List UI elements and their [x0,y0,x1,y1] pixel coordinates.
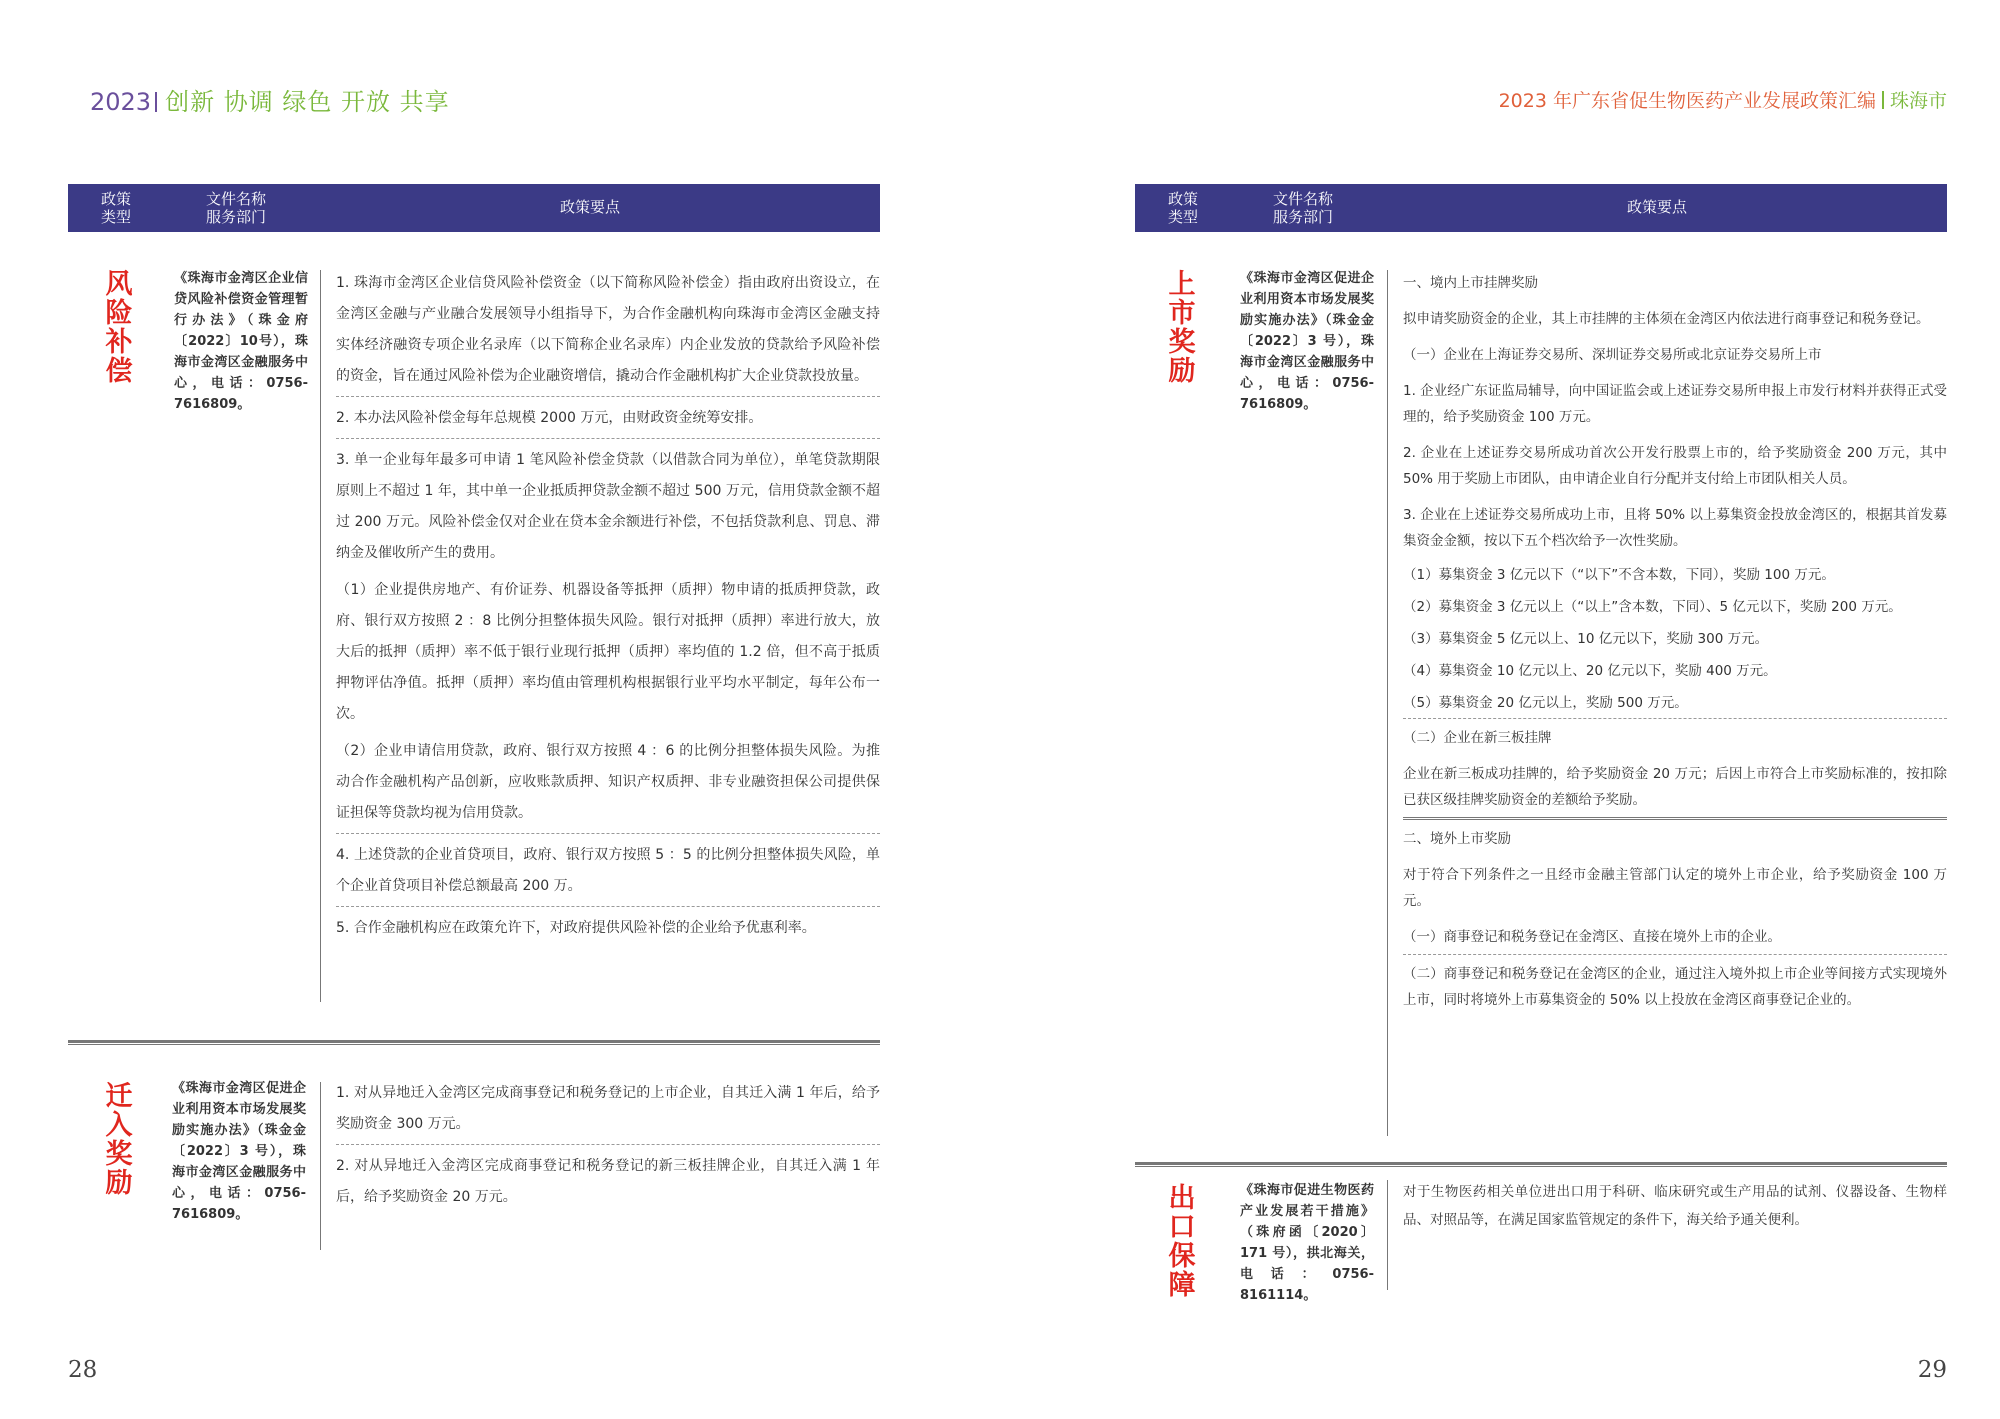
right-page [1135,0,1947,1419]
policy-paragraph: 4. 上述贷款的企业首贷项目，政府、银行双方按照 5 ：5 的比例分担整体损失风险，单个企业首贷项目补偿总额最高 200 万。 [336,834,880,907]
policy-paragraph: 2. 企业在上述证券交易所成功首次公开发行股票上市的，给予奖励资金 200 万元，其中 50% 用于奖励上市团队，由申请企业自行分配并支付给上市团队相关人员。 [1403,445,1947,487]
policy-paragraph: （5）募集资金 20 亿元以上，奖励 500 万元。 [1403,686,1947,719]
policy-paragraph: 二、境外上市奖励 [1403,831,1511,847]
page-number: 29 [1917,1357,1947,1383]
policy-paragraph: （二）企业在新三板挂牌 [1403,730,1552,746]
policy-paragraph: 1. 对从异地迁入金湾区完成商事登记和税务登记的上市企业，自其迁入满 1 年后，给予奖励资金 300 万元。 [336,1072,880,1145]
policy-paragraph: （1）募集资金 3 亿元以下（“以下”不含本数，下同），奖励 100 万元。 [1403,567,1835,583]
policy-paragraph: 2. 对从异地迁入金湾区完成商事登记和税务登记的新三板挂牌企业，自其迁入满 1 年后，给予奖励资金 20 万元。 [336,1158,880,1205]
policy-paragraph: （2）募集资金 3 亿元以上（“以上”含本数，下同）、5 亿元以下，奖励 200 万元。 [1403,599,1902,615]
header-city: 珠海市 [1889,90,1947,112]
header-title: 2023 年广东省促生物医药产业发展政策汇编 [1498,90,1876,112]
policy-paragraph: （一）企业在上海证券交易所、深圳证券交易所或北京证券交易所上市 [1403,347,1822,363]
policy-points [1403,264,1947,1017]
document-name: 《珠海市金湾区企业信贷风险补偿资金管理暂行办法》（珠金府〔2022〕10号），珠海市金湾区金融服务中心，电话：0756-7616809。 [174,271,308,412]
policy-paragraph: 2. 本办法风险补偿金每年总规模 2000 万元，由财政资金统筹安排。 [336,397,880,439]
document-name: 《珠海市金湾区促进企业利用资本市场发展奖励实施办法》（珠金金〔2022〕3 号），珠海市金湾区金融服务中心，电话：0756-7616809。 [172,1081,306,1222]
policy-paragraph: 1. 珠海市金湾区企业信贷风险补偿资金（以下简称风险补偿金）指由政府出资设立，在金湾区金融与产业融合发展领导小组指导下，为合作金融机构向珠海市金湾区金融支持实体经济融资专项企业名录库（以下简称企业名录库）内企业发放的贷款给予风险补偿的资金，旨在通过风险补偿为企业融资增信，撬动合作金融机构扩大企业贷款投放量。 [336,262,880,397]
table-header [1135,184,1947,232]
policy-type-label: 上市奖励 [1168,269,1196,387]
policy-paragraph: 3. 企业在上述证券交易所成功上市，且将 50% 以上募集资金投放金湾区的，根据其首发募集资金金额，按以下五个档次给予一次性奖励。 [1403,507,1947,549]
header-motto: 创新 协调 绿色 开放 共享 [165,88,450,116]
col-document-name: 文件名称 服务部门 [1273,190,1334,226]
column-divider [1387,270,1388,1136]
policy-points [336,1072,880,1217]
header-divider [1882,91,1884,109]
table-header [68,184,880,232]
column-divider [1387,1180,1388,1290]
header-divider [155,92,157,112]
document-name: 《珠海市金湾区促进企业利用资本市场发展奖励实施办法》（珠金金〔2022〕3 号），珠海市金湾区金融服务中心，电话：0756-7616809。 [1240,271,1374,412]
policy-points [1403,1172,1947,1238]
header-year: 2023 [90,88,152,116]
policy-paragraph: （3）募集资金 5 亿元以上、10 亿元以下，奖励 300 万元。 [1403,631,1769,647]
col-policy-points: 政策要点 [1627,198,1688,216]
left-page-header [90,82,450,117]
col-document-name: 文件名称 服务部门 [206,190,267,226]
policy-paragraph: 1. 企业经广东证监局辅导，向中国证监会或上述证券交易所申报上市发行材料并获得正式受理的，给予奖励资金 100 万元。 [1403,383,1947,425]
policy-paragraph: 3. 单一企业每年最多可申请 1 笔风险补偿金贷款（以借款合同为单位），单笔贷款期限原则上不超过 1 年，其中单一企业抵质押贷款金额不超过 500 万元，信用贷款金额不超过 200 万元。风险补偿金仅对企业在贷本金余额进行补偿，不包括贷款利息、罚息、滞纳金及催收所产生的费用。 [336,452,880,561]
policy-paragraph: 拟申请奖励资金的企业，其上市挂牌的主体须在金湾区内依法进行商事登记和税务登记。 [1403,311,1930,327]
policy-paragraph: （二）商事登记和税务登记在金湾区的企业，通过注入境外拟上市企业等间接方式实现境外上市，同时将境外上市募集资金的 50% 以上投放在金湾区商事登记企业的。 [1403,966,1947,1008]
section-separator [1135,1162,1947,1167]
policy-paragraph: 5. 合作金融机构应在政策允许下，对政府提供风险补偿的企业给予优惠利率。 [336,920,816,936]
policy-paragraph: 对于符合下列条件之一且经市金融主管部门认定的境外上市企业，给予奖励资金 100 万元。 [1403,867,1947,909]
policy-paragraph: （1）企业提供房地产、有价证券、机器设备等抵押（质押）物申请的抵质押贷款，政府、银行双方按照 2 ：8 比例分担整体损失风险。银行对抵押（质押）率进行放大，放大后的抵押（质押）率不低于银行业现行抵押（质押）率均值的 1.2 倍，但不高于抵质押物评估净值。抵押（质押）率均值由管理机构根据银行业平均水平制定，每年公布一次。 [336,582,880,722]
policy-paragraph: （一）商事登记和税务登记在金湾区、直接在境外上市的企业。 [1403,918,1947,955]
policy-paragraph: 一、境内上市挂牌奖励 [1403,275,1538,291]
column-divider [320,1082,321,1250]
right-page-header [1499,86,1947,113]
col-policy-type: 政策 类型 [1167,190,1198,226]
policy-paragraph: 对于生物医药相关单位进出口用于科研、临床研究或生产用品的试剂、仪器设备、生物样品、对照品等，在满足国家监管规定的条件下，海关给予通关便利。 [1403,1184,1947,1228]
left-page [68,0,880,1419]
column-divider [320,270,321,1002]
document-name: 《珠海市促进生物医药产业发展若干措施》（珠府函〔2020〕171 号），拱北海关，电话：0756-8161114。 [1240,1183,1374,1303]
section-separator [68,1040,880,1045]
policy-paragraph: 企业在新三板成功挂牌的，给予奖励资金 20 万元；后因上市符合上市奖励标准的，按扣除已获区级挂牌奖励资金的差额给予奖励。 [1403,755,1947,820]
col-policy-type: 政策 类型 [100,190,131,226]
policy-type-label: 迁入奖励 [105,1081,133,1199]
policy-paragraph: （2）企业申请信用贷款，政府、银行双方按照 4 ：6 的比例分担整体损失风险。为推动合作金融机构产品创新，应收账款质押、知识产权质押、非专业融资担保公司提供保证担保等贷款均视为信用贷款。 [336,734,880,834]
policy-paragraph: （4）募集资金 10 亿元以上、20 亿元以下，奖励 400 万元。 [1403,663,1777,679]
policy-type-label: 出口保障 [1168,1183,1196,1301]
col-policy-points: 政策要点 [560,198,621,216]
policy-points [336,262,880,948]
page-number: 28 [68,1357,98,1383]
policy-type-label: 风险补偿 [105,269,133,387]
